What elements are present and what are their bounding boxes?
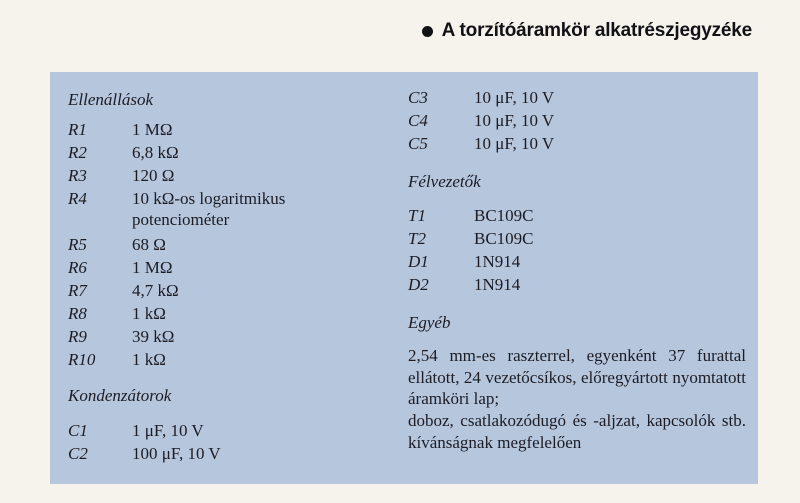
part-key: R6 (68, 258, 87, 277)
part-value-continued: potenciométer (132, 210, 230, 229)
other-description-pcb: 2,54 mm-es raszterrel, egyenként 37 furattal ellátott, 24 vezetőcsíkos, előregyártott nyomtatott áramköri lap; (408, 346, 746, 409)
part-key: R3 (68, 166, 87, 185)
part-value: 68 Ω (132, 235, 166, 254)
part-key: R8 (68, 304, 87, 323)
part-value: 1 MΩ (132, 258, 173, 277)
part-value: 1N914 (474, 275, 521, 294)
part-key: C5 (408, 134, 428, 153)
part-key: T2 (408, 229, 426, 248)
bullet-icon (422, 26, 433, 37)
part-key: R9 (68, 327, 87, 346)
part-key: C1 (68, 421, 88, 440)
part-value: 100 μF, 10 V (132, 444, 221, 463)
part-key: R2 (68, 143, 87, 162)
part-value: 1N914 (474, 252, 521, 271)
part-value: 6,8 kΩ (132, 143, 179, 162)
part-value: 1 kΩ (132, 304, 166, 323)
part-key: R7 (68, 281, 87, 300)
part-key: T1 (408, 206, 426, 225)
part-value: 10 μF, 10 V (474, 111, 555, 130)
part-value: 10 μF, 10 V (474, 88, 555, 107)
part-value: 39 kΩ (132, 327, 175, 346)
part-key: D2 (408, 275, 429, 294)
other-description-box: doboz, csatlakozódugó és -aljzat, kapcsolók stb. kívánságnak megfelelően (408, 411, 746, 452)
part-key: D1 (408, 252, 429, 271)
part-key: R10 (68, 350, 96, 369)
part-key: R1 (68, 120, 87, 139)
part-key: C3 (408, 88, 428, 107)
part-value: 10 μF, 10 V (474, 134, 555, 153)
part-value: 1 μF, 10 V (132, 421, 204, 440)
capacitors-heading: Kondenzátorok (68, 386, 172, 405)
other-heading: Egyéb (408, 313, 451, 332)
semiconductors-heading: Félvezetők (408, 172, 481, 191)
part-value: 4,7 kΩ (132, 281, 179, 300)
part-value: 1 MΩ (132, 120, 173, 139)
page-title-text: A torzítóáramkör alkatrészjegyzéke (441, 20, 752, 41)
resistors-heading: Ellenállások (68, 90, 153, 109)
part-value: BC109C (474, 206, 534, 225)
part-value: 120 Ω (132, 166, 175, 185)
part-key: R4 (68, 189, 87, 208)
part-key: C4 (408, 111, 428, 130)
part-value: 10 kΩ-os logaritmikus (132, 189, 286, 208)
part-value: 1 kΩ (132, 350, 166, 369)
part-value: BC109C (474, 229, 534, 248)
parts-list-panel (50, 72, 758, 484)
part-key: C2 (68, 444, 88, 463)
page-title (422, 20, 752, 42)
part-key: R5 (68, 235, 87, 254)
